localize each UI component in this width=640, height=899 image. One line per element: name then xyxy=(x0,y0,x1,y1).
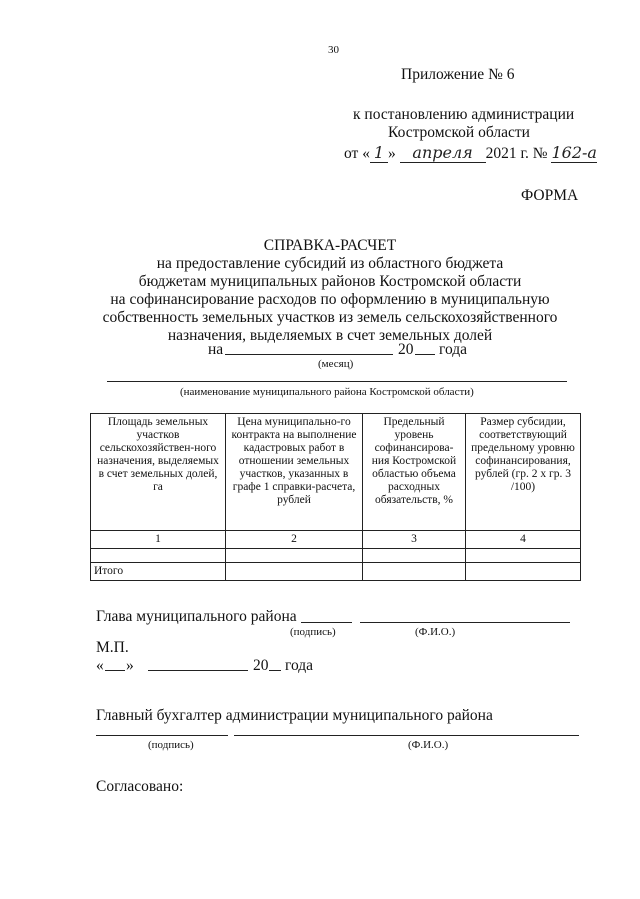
head-name-caption: (Ф.И.О.) xyxy=(415,626,456,638)
date-mid: » xyxy=(387,145,396,162)
district-field xyxy=(107,381,567,382)
header-cell-2: Цена муниципально-го контракта на выполнение кадастровых работ в отношении земельных участков, указанных в графе 1 справки-расчета, рублей xyxy=(226,414,363,531)
heading-line-5: назначения, выделяемых в счет земельных долей xyxy=(167,327,493,344)
accountant-name-caption: (Ф.И.О.) xyxy=(408,739,449,751)
appendix-line2: Костромской области xyxy=(388,124,530,141)
table-number-row xyxy=(91,531,581,549)
number-cell-4: 4 xyxy=(466,531,581,549)
date-number-handwritten: 162-а xyxy=(551,143,597,162)
accountant-name-field xyxy=(234,735,579,736)
total-label: Итого xyxy=(91,563,226,581)
sign-year-field xyxy=(269,670,281,671)
date-day-handwritten: 1 xyxy=(370,143,388,163)
period-year: 20 xyxy=(398,341,414,358)
header-cell-1: Площадь земельных участков сельскохозяйствен-ного назначения, выделяемых в счет земельных долей, га xyxy=(91,414,226,531)
table-total-row xyxy=(91,563,581,581)
table-cell xyxy=(466,549,581,563)
district-caption: (наименование муниципального района Костромской области) xyxy=(180,386,474,398)
year-field xyxy=(415,354,435,355)
table-cell xyxy=(466,563,581,581)
sign-date-close: » xyxy=(126,657,134,674)
date-year: 2021 г. № xyxy=(485,145,548,162)
period-prefix: на xyxy=(208,341,224,358)
number-cell-1: 1 xyxy=(91,531,226,549)
table-cell xyxy=(363,563,466,581)
sign-date-open: « xyxy=(96,657,104,674)
month-caption: (месяц) xyxy=(318,358,354,370)
month-field xyxy=(225,354,393,355)
sign-month-field xyxy=(148,670,248,671)
head-name-field xyxy=(360,622,570,623)
heading-line-1: на предоставление субсидий из областного бюджета xyxy=(156,255,504,272)
header-cell-4: Размер субсидии, соответствующий предельному уровню софинансирования, рублей (гр. 2 х гр. 3 /100) xyxy=(466,414,581,531)
page-number: 30 xyxy=(328,44,339,56)
appendix-line1: к постановлению администрации xyxy=(353,106,575,123)
heading-body xyxy=(0,255,640,345)
sign-day-field xyxy=(105,670,125,671)
table-cell xyxy=(363,549,466,563)
accountant-signature-field xyxy=(96,735,228,736)
form-label: ФОРМА xyxy=(521,187,579,204)
head-signature-field xyxy=(301,622,352,623)
head-signature-caption: (подпись) xyxy=(290,626,336,638)
table-cell xyxy=(91,549,226,563)
calculation-table xyxy=(90,413,581,581)
heading-title: СПРАВКА-РАСЧЕТ xyxy=(263,237,397,254)
stamp-label: М.П. xyxy=(96,639,129,656)
agreed-label: Согласовано: xyxy=(96,778,184,795)
accountant-signature-caption: (подпись) xyxy=(148,739,194,751)
sign-date-suffix: года xyxy=(285,657,314,674)
table-row xyxy=(91,549,581,563)
head-label: Глава муниципального района xyxy=(96,608,297,625)
header-cell-3: Предельный уровень софинансирова-ния Костромской областью объема расходных обязательств, % xyxy=(363,414,466,531)
table-cell xyxy=(226,563,363,581)
accountant-label: Главный бухгалтер администрации муниципального района xyxy=(96,707,493,724)
heading-line-4: собственность земельных участков из земель сельскохозяйственного xyxy=(102,309,558,326)
appendix-date xyxy=(344,143,597,163)
number-cell-2: 2 xyxy=(226,531,363,549)
date-month-handwritten: апреля xyxy=(400,143,486,163)
heading-line-3: на софинансирование расходов по оформлению в муниципальную xyxy=(110,291,550,308)
sign-date-year: 20 xyxy=(253,657,269,674)
date-prefix: от « xyxy=(344,145,370,162)
table-header-row xyxy=(91,414,581,531)
heading-line-2: бюджетам муниципальных районов Костромской области xyxy=(138,273,522,290)
period-suffix: года xyxy=(439,341,468,358)
number-cell-3: 3 xyxy=(363,531,466,549)
appendix-title: Приложение № 6 xyxy=(401,66,515,83)
table-cell xyxy=(226,549,363,563)
